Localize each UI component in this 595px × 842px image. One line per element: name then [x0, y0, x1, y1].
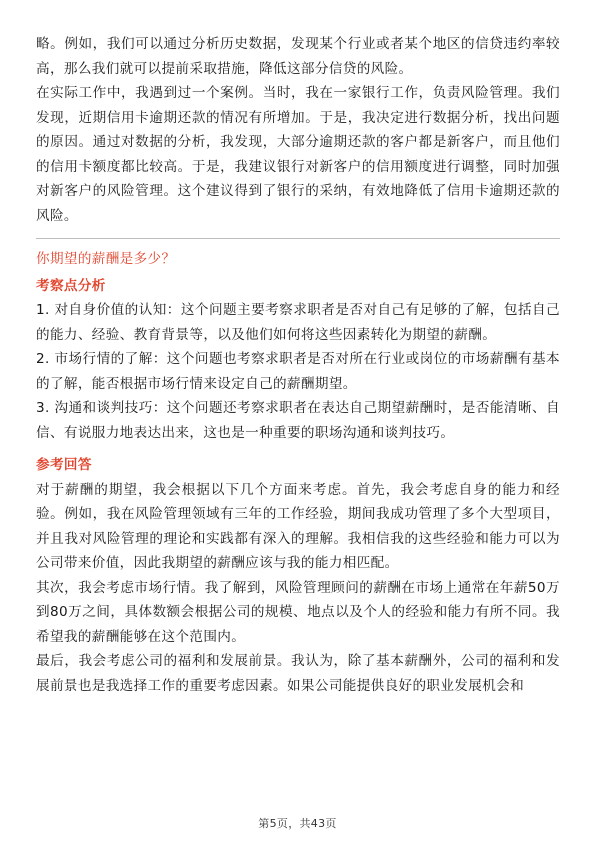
analysis-item: 2. 市场行情的了解：这个问题也考察求职者是否对所在行业或岗位的市场薪酬有基本的了解，能否根据市场行情来设定自己的薪酬期望。 — [36, 351, 560, 392]
body-paragraph: 略。例如，我们可以通过分析历史数据，发现某个行业或者某个地区的信贷违约率较高，那么我们就可以提前采取措施，降低这部分信贷的风险。 — [36, 36, 560, 77]
analysis-item: 3. 沟通和谈判技巧：这个问题还考察求职者在表达自己期望薪酬时，是否能清晰、自信、有说服力地表达出来，这也是一种重要的职场沟通和谈判技巧。 — [36, 400, 560, 441]
answer-paragraph: 其次，我会考虑市场行情。我了解到，风险管理顾问的薪酬在市场上通常在年薪50万到80万之间，具体数额会根据公司的规模、地点以及个人的经验和能力有所不同。我希望我的薪酬能够在这个范围内。 — [36, 579, 560, 645]
answer-paragraph: 最后，我会考虑公司的福利和发展前景。我认为，除了基本薪酬外，公司的福利和发展前景也是我选择工作的重要考虑因素。如果公司能提供良好的职业发展机会和 — [36, 653, 560, 694]
interview-question: 你期望的薪酬是多少？ — [36, 251, 176, 267]
page-number: 第5页，共43页 — [258, 817, 337, 830]
answer-paragraph: 对于薪酬的期望，我会根据以下几个方面来考虑。首先，我会考虑自身的能力和经验。例如，我在风险管理领域有三年的工作经验，期间我成功管理了多个大型项目，并且我对风险管理的理论和实践都有深入的理解。我相信我的这些经验和能力可以为公司带来价值，因此我期望的薪酬应该与我的能力相匹配。 — [36, 481, 560, 571]
answer-heading: 参考回答 — [36, 457, 92, 473]
section-divider — [36, 238, 560, 239]
body-paragraph: 在实际工作中，我遇到过一个案例。当时，我在一家银行工作，负责风险管理。我们发现，近期信用卡逾期还款的情况有所增加。于是，我决定进行数据分析，找出问题的原因。通过对数据的分析，我发现，大部分逾期还款的客户都是新客户，而且他们的信用卡额度都比较高。于是，我建议银行对新客户的信用额度进行调整，同时加强对新客户的风险管理。这个建议得到了银行的采纳，有效地降低了信用卡逾期还款的风险。 — [36, 85, 560, 224]
analysis-item: 1. 对自身价值的认知：这个问题主要考察求职者是否对自己有足够的了解，包括自己的能力、经验、教育背景等，以及他们如何将这些因素转化为期望的薪酬。 — [36, 302, 560, 343]
analysis-heading: 考察点分析 — [36, 277, 106, 294]
page-content — [36, 32, 560, 698]
